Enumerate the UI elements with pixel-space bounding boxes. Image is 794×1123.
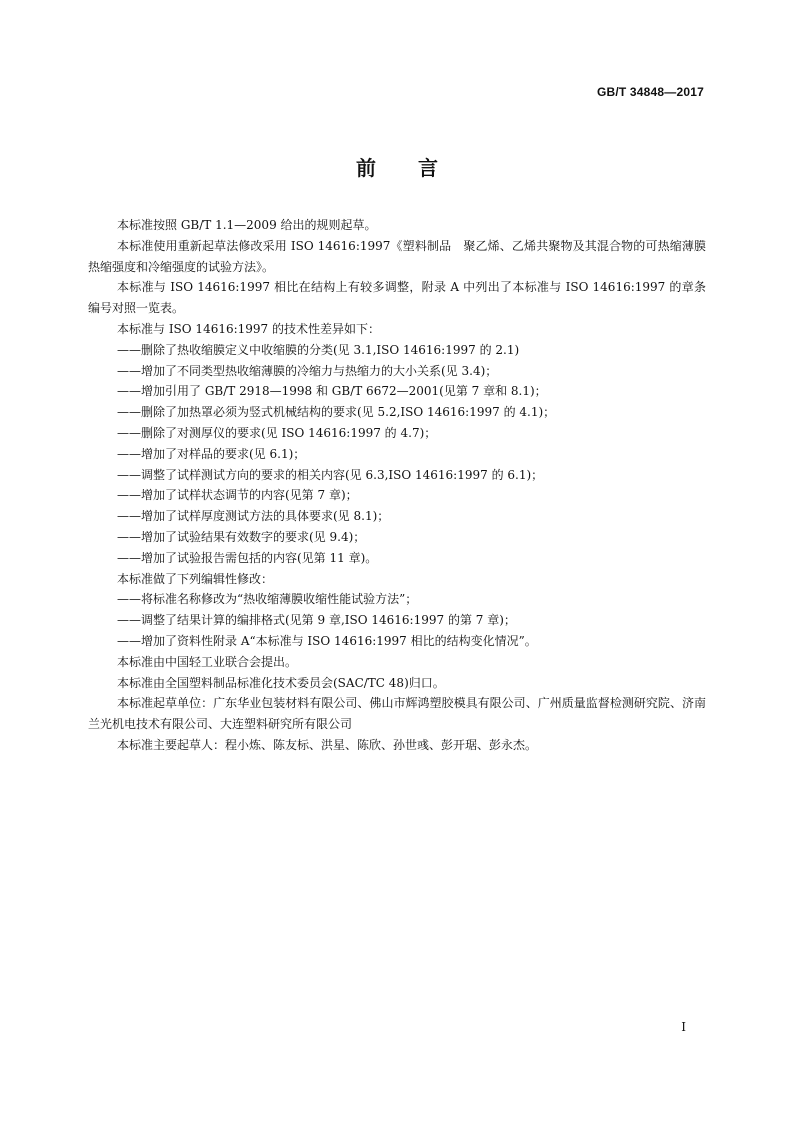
document-code: GB/T 34848—2017: [596, 85, 704, 99]
paragraph: 本标准与 ISO 14616:1997 的技术性差异如下：: [117, 321, 380, 336]
paragraph: 本标准起草单位：广东华业包装材料有限公司、佛山市辉鸿塑胶模具有限公司、广州质量监督检测研究院、济南兰光机电技术有限公司、大连塑料研究所有限公司: [88, 696, 706, 732]
paragraph: 本标准由中国轻工业联合会提出。: [117, 654, 298, 669]
list-item: ——删除了加热罩必须为竖式机械结构的要求(见 5.2,ISO 14616:1997 的 4.1)；: [117, 405, 556, 420]
list-item: ——增加引用了 GB/T 2918—1998 和 GB/T 6672—2001(见第 7 章和 8.1)；: [117, 384, 547, 399]
list-item: ——增加了试验报告需包括的内容(见第 11 章)。: [117, 550, 378, 565]
paragraph: 本标准按照 GB/T 1.1—2009 给出的规则起草。: [117, 218, 377, 232]
list-item: ——调整了试样测试方向的要求的相关内容(见 6.3,ISO 14616:1997 的 6.1)；: [117, 467, 544, 482]
body-text: [88, 215, 719, 756]
list-item: ——增加了试样状态调节的内容(见第 7 章)；: [117, 488, 358, 503]
list-item: ——将标准名称修改为“热收缩薄膜收缩性能试验方法”；: [117, 592, 418, 607]
paragraph: 本标准使用重新起草法修改采用 ISO 14616:1997《塑料制品 聚乙烯、乙烯共聚物及其混合物的可热缩薄膜 热缩强度和冷缩强度的试验方法》。: [88, 238, 719, 274]
paragraph: 本标准做了下列编辑性修改：: [117, 571, 274, 586]
list-item: ——删除了对测厚仪的要求(见 ISO 14616:1997 的 4.7)；: [117, 425, 437, 440]
list-item: ——增加了对样品的要求(见 6.1)；: [117, 446, 306, 461]
paragraph: 本标准与 ISO 14616:1997 相比在结构上有较多调整，附录 A 中列出了本标准与 ISO 14616:1997 的章条编号对照一览表。: [88, 280, 706, 316]
paragraph: 本标准由全国塑料制品标准化技术委员会(SAC/TC 48)归口。: [117, 675, 445, 690]
list-item: ——增加了试样厚度测试方法的具体要求(见 8.1)；: [117, 509, 390, 524]
list-item: ——调整了结果计算的编排格式(见第 9 章,ISO 14616:1997 的第 7 章)；: [117, 613, 516, 628]
paragraph: 本标准主要起草人：程小炼、陈友标、洪星、陈欣、孙世彧、彭开琚、彭永杰。: [117, 737, 538, 752]
page-title: 前言: [356, 156, 480, 180]
page-number: I: [681, 1020, 686, 1034]
list-item: ——删除了热收缩膜定义中收缩膜的分类(见 3.1,ISO 14616:1997 的 2.1): [117, 342, 520, 357]
list-item: ——增加了试验结果有效数字的要求(见 9.4)；: [117, 529, 366, 544]
list-item: ——增加了不同类型热收缩薄膜的冷缩力与热缩力的大小关系(见 3.4)；: [117, 363, 498, 378]
list-item: ——增加了资料性附录 A“本标准与 ISO 14616:1997 相比的结构变化情况”。: [117, 633, 537, 648]
